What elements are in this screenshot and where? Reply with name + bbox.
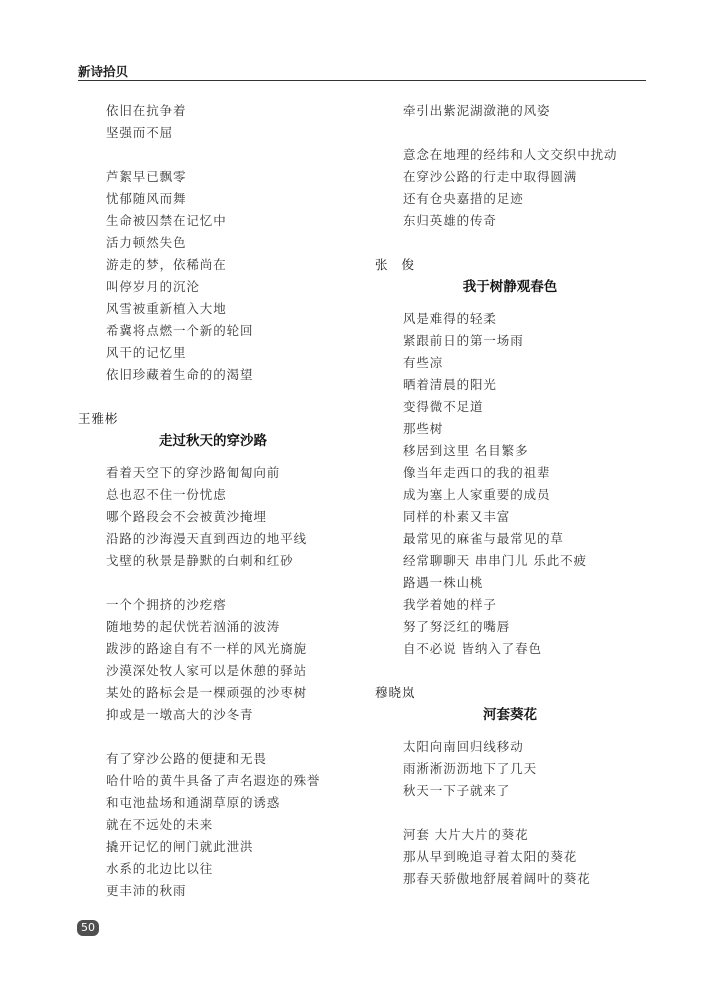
poem-line: 变得微不足道 (403, 399, 484, 414)
page-number-badge: 50 (77, 920, 99, 936)
poem-line: 水系的北边比以往 (106, 861, 214, 876)
poem-line: 戈壁的秋景是静默的白刺和红砂 (106, 553, 294, 568)
poem-line: 看着天空下的穿沙路匍匐向前 (106, 465, 281, 480)
poem-line: 哈什哈的黄牛具备了声名遐迩的殊誉 (106, 773, 321, 788)
poem-line: 有了穿沙公路的便捷和无畏 (106, 751, 267, 766)
poem-line: 经常聊聊天 串串门儿 乐此不疲 (403, 553, 587, 568)
poem-line: 跋涉的路途自有不一样的风光旖旎 (106, 641, 308, 656)
poem-line: 同样的朴素又丰富 (403, 509, 511, 524)
poem-line: 更丰沛的秋雨 (106, 883, 187, 898)
poem-line: 最常见的麻雀与最常见的草 (403, 531, 564, 546)
poem-line: 晒着清晨的阳光 (403, 377, 497, 392)
poem-title: 河套葵花 (483, 707, 537, 723)
poem-line: 忧郁随风而舞 (106, 191, 187, 206)
poem-line: 那从早到晚追寻着太阳的葵花 (403, 849, 578, 864)
poem-line: 牵引出紫泥湖潋滟的风姿 (403, 103, 551, 118)
header-divider (78, 80, 646, 81)
section-header: 新诗拾贝 (78, 64, 129, 79)
stanza-gap (78, 144, 368, 166)
poem-line: 一个个拥挤的沙疙瘩 (106, 597, 227, 612)
poem-line: 风干的记忆里 (106, 345, 187, 360)
poem-line: 依旧珍藏着生命的的渴望 (106, 367, 254, 382)
poem-line: 随地势的起伏恍若汹涌的波涛 (106, 619, 281, 634)
stanza-gap (78, 726, 368, 748)
poem-line: 活力顿然失色 (106, 235, 187, 250)
poem-line: 我学着她的样子 (403, 597, 497, 612)
poem-line: 坚强而不屈 (106, 125, 174, 140)
poem-line: 依旧在抗争着 (106, 103, 187, 118)
poem-line: 撬开记忆的闸门就此泄洪 (106, 839, 254, 854)
poem-line: 成为塞上人家重要的成员 (403, 487, 551, 502)
poem-line: 就在不远处的未来 (106, 817, 214, 832)
poem-line: 生命被囚禁在记忆中 (106, 213, 227, 228)
poem-line: 那春天骄傲地舒展着阔叶的葵花 (403, 871, 591, 886)
poem-line: 游走的梦，依稀尚在 (106, 257, 227, 272)
poem-line: 风是难得的轻柔 (403, 311, 497, 326)
poem-line: 在穿沙公路的行走中取得圆满 (403, 169, 578, 184)
poem-author: 王雅彬 (78, 411, 119, 426)
poem-line: 芦絮早已飘零 (106, 169, 187, 184)
poem-line: 总也忍不住一份忧虑 (106, 487, 227, 502)
left-column (78, 100, 368, 902)
poem-line: 移居到这里 名目繁多 (403, 443, 529, 458)
poem-author: 张俊 (375, 257, 429, 272)
poem-author: 穆晓岚 (375, 685, 416, 700)
poem-line: 路遇一株山桃 (403, 575, 484, 590)
poem-line: 自不必说 皆纳入了春色 (403, 641, 542, 656)
poem-line: 抑或是一墩高大的沙冬青 (106, 707, 254, 722)
poem-line: 有些凉 (403, 355, 444, 370)
stanza-gap (375, 802, 665, 824)
poem-line: 秋天一下子就来了 (403, 783, 511, 798)
poem-line: 努了努泛红的嘴唇 (403, 619, 511, 634)
stanza-gap (78, 386, 368, 408)
poem-line: 河套 大片大片的葵花 (403, 827, 529, 842)
stanza-gap (375, 660, 665, 682)
poem-line: 那些树 (403, 421, 444, 436)
poem-line: 哪个路段会不会被黄沙掩埋 (106, 509, 267, 524)
poem-line: 沙漠深处牧人家可以是休憩的驿站 (106, 663, 308, 678)
stanza-gap (375, 232, 665, 254)
poem-line: 像当年走西口的我的祖辈 (403, 465, 551, 480)
poem-line: 叫停岁月的沉沦 (106, 279, 200, 294)
stanza-gap (375, 122, 665, 144)
stanza-gap (78, 572, 368, 594)
poem-line: 太阳向南回归线移动 (403, 739, 524, 754)
poem-title: 我于树静观春色 (462, 279, 558, 295)
right-column (375, 100, 665, 890)
poem-line: 东归英雄的传奇 (403, 213, 497, 228)
poem-line: 某处的路标会是一棵顽强的沙枣树 (106, 685, 308, 700)
poem-line: 风雪被重新植入大地 (106, 301, 227, 316)
poem-line: 紧跟前日的第一场雨 (403, 333, 524, 348)
poem-line: 希冀将点燃一个新的轮回 (106, 323, 254, 338)
poem-line: 意念在地理的经纬和人文交织中扰动 (403, 147, 618, 162)
poem-title: 走过秋天的穿沙路 (159, 433, 267, 449)
poem-line: 沿路的沙海漫天直到西边的地平线 (106, 531, 308, 546)
poem-line: 还有仓央嘉措的足迹 (403, 191, 524, 206)
poem-line: 和屯池盐场和通湖草原的诱惑 (106, 795, 281, 810)
poem-line: 雨淅淅沥沥地下了几天 (403, 761, 538, 776)
